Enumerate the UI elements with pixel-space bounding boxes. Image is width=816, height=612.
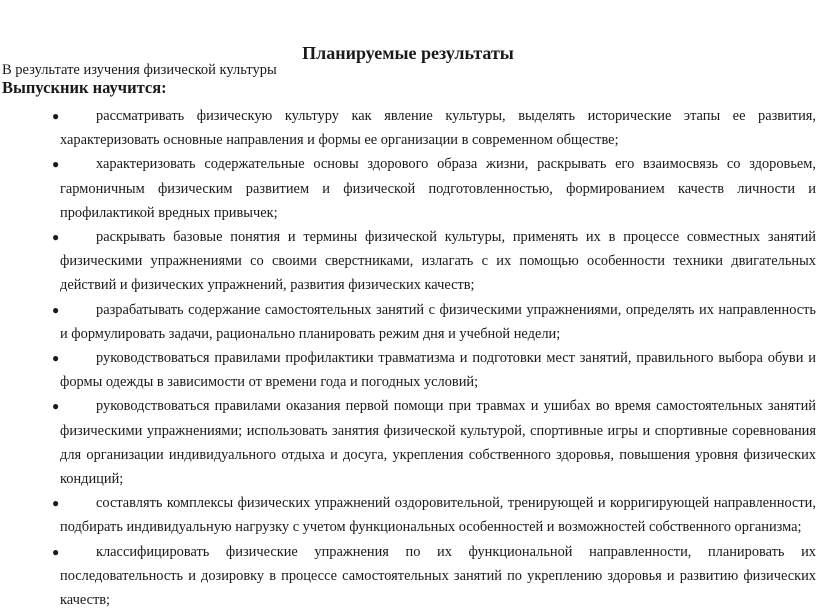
outcomes-list [52,104,816,612]
bullet-icon: ● [52,496,60,511]
list-item-text: руководствоваться правилами профилактики травматизма и подготовки мест занятий, правильного выбора обуви и формы одежды в зависимости от времени года и погодных условий; [60,350,816,391]
list-item [0,394,816,491]
list-item-text: руководствоваться правилами оказания первой помощи при травмах и ушибах во время самостоятельных занятий физическими упражнениями; использовать занятия физической культурой, спортивные игры и спортивные соревнования для организации индивидуального отдыха и досуга, укрепления собственного здоровья, повышения уровня физических кондиций; [60,398,816,488]
list-item-text: рассматривать физическую культуру как явление культуры, выделять исторические этапы ее развития, характеризовать основные направления и формы ее организации в современном обществе; [60,108,816,149]
list-item [0,491,816,539]
list-item [0,225,816,298]
list-item [0,540,816,612]
list-item [0,346,816,394]
list-item [0,104,816,152]
section-subheading: Выпускник научится: [2,78,167,97]
list-item [0,298,816,346]
bullet-icon: ● [52,302,60,317]
bullet-icon: ● [52,351,60,366]
list-item-text: раскрывать базовые понятия и термины физической культуры, применять их в процессе совместных занятий физическими упражнениями со своими сверстниками, излагать с их помощью особенности техники двигательных действий и физических упражнений, развития физических качеств; [60,229,816,294]
list-item-text: составлять комплексы физических упражнений оздоровительной, тренирующей и корригирующей направленности, подбирать индивидуальную нагрузку с учетом функциональных особенностей и возможностей собственного организма; [60,495,816,536]
list-item [0,152,816,225]
list-item-text: характеризовать содержательные основы здорового образа жизни, раскрывать его взаимосвязь со здоровьем, гармоничным физическим развитием и физической подготовленностью, формированием качеств личности и профилактикой вредных привычек; [60,156,816,221]
bullet-icon: ● [52,230,60,245]
bullet-icon: ● [52,109,60,123]
page-title: Планируемые результаты [302,43,514,63]
list-item-text: классифицировать физические упражнения по их функциональной направленности, планировать их последовательность и дозировку в процессе самостоятельных занятий по укреплению здоровья и развитию физических качеств; [60,543,816,609]
bullet-icon: ● [52,157,60,172]
bullet-icon: ● [52,544,60,559]
bullet-icon: ● [52,399,60,414]
list-item-text: разрабатывать содержание самостоятельных занятий с физическими упражнениями, определять их направленность и формулировать задачи, рационально планировать режим дня и учебной недели; [60,301,816,342]
intro-text: В результате изучения физической культуры [2,62,277,78]
